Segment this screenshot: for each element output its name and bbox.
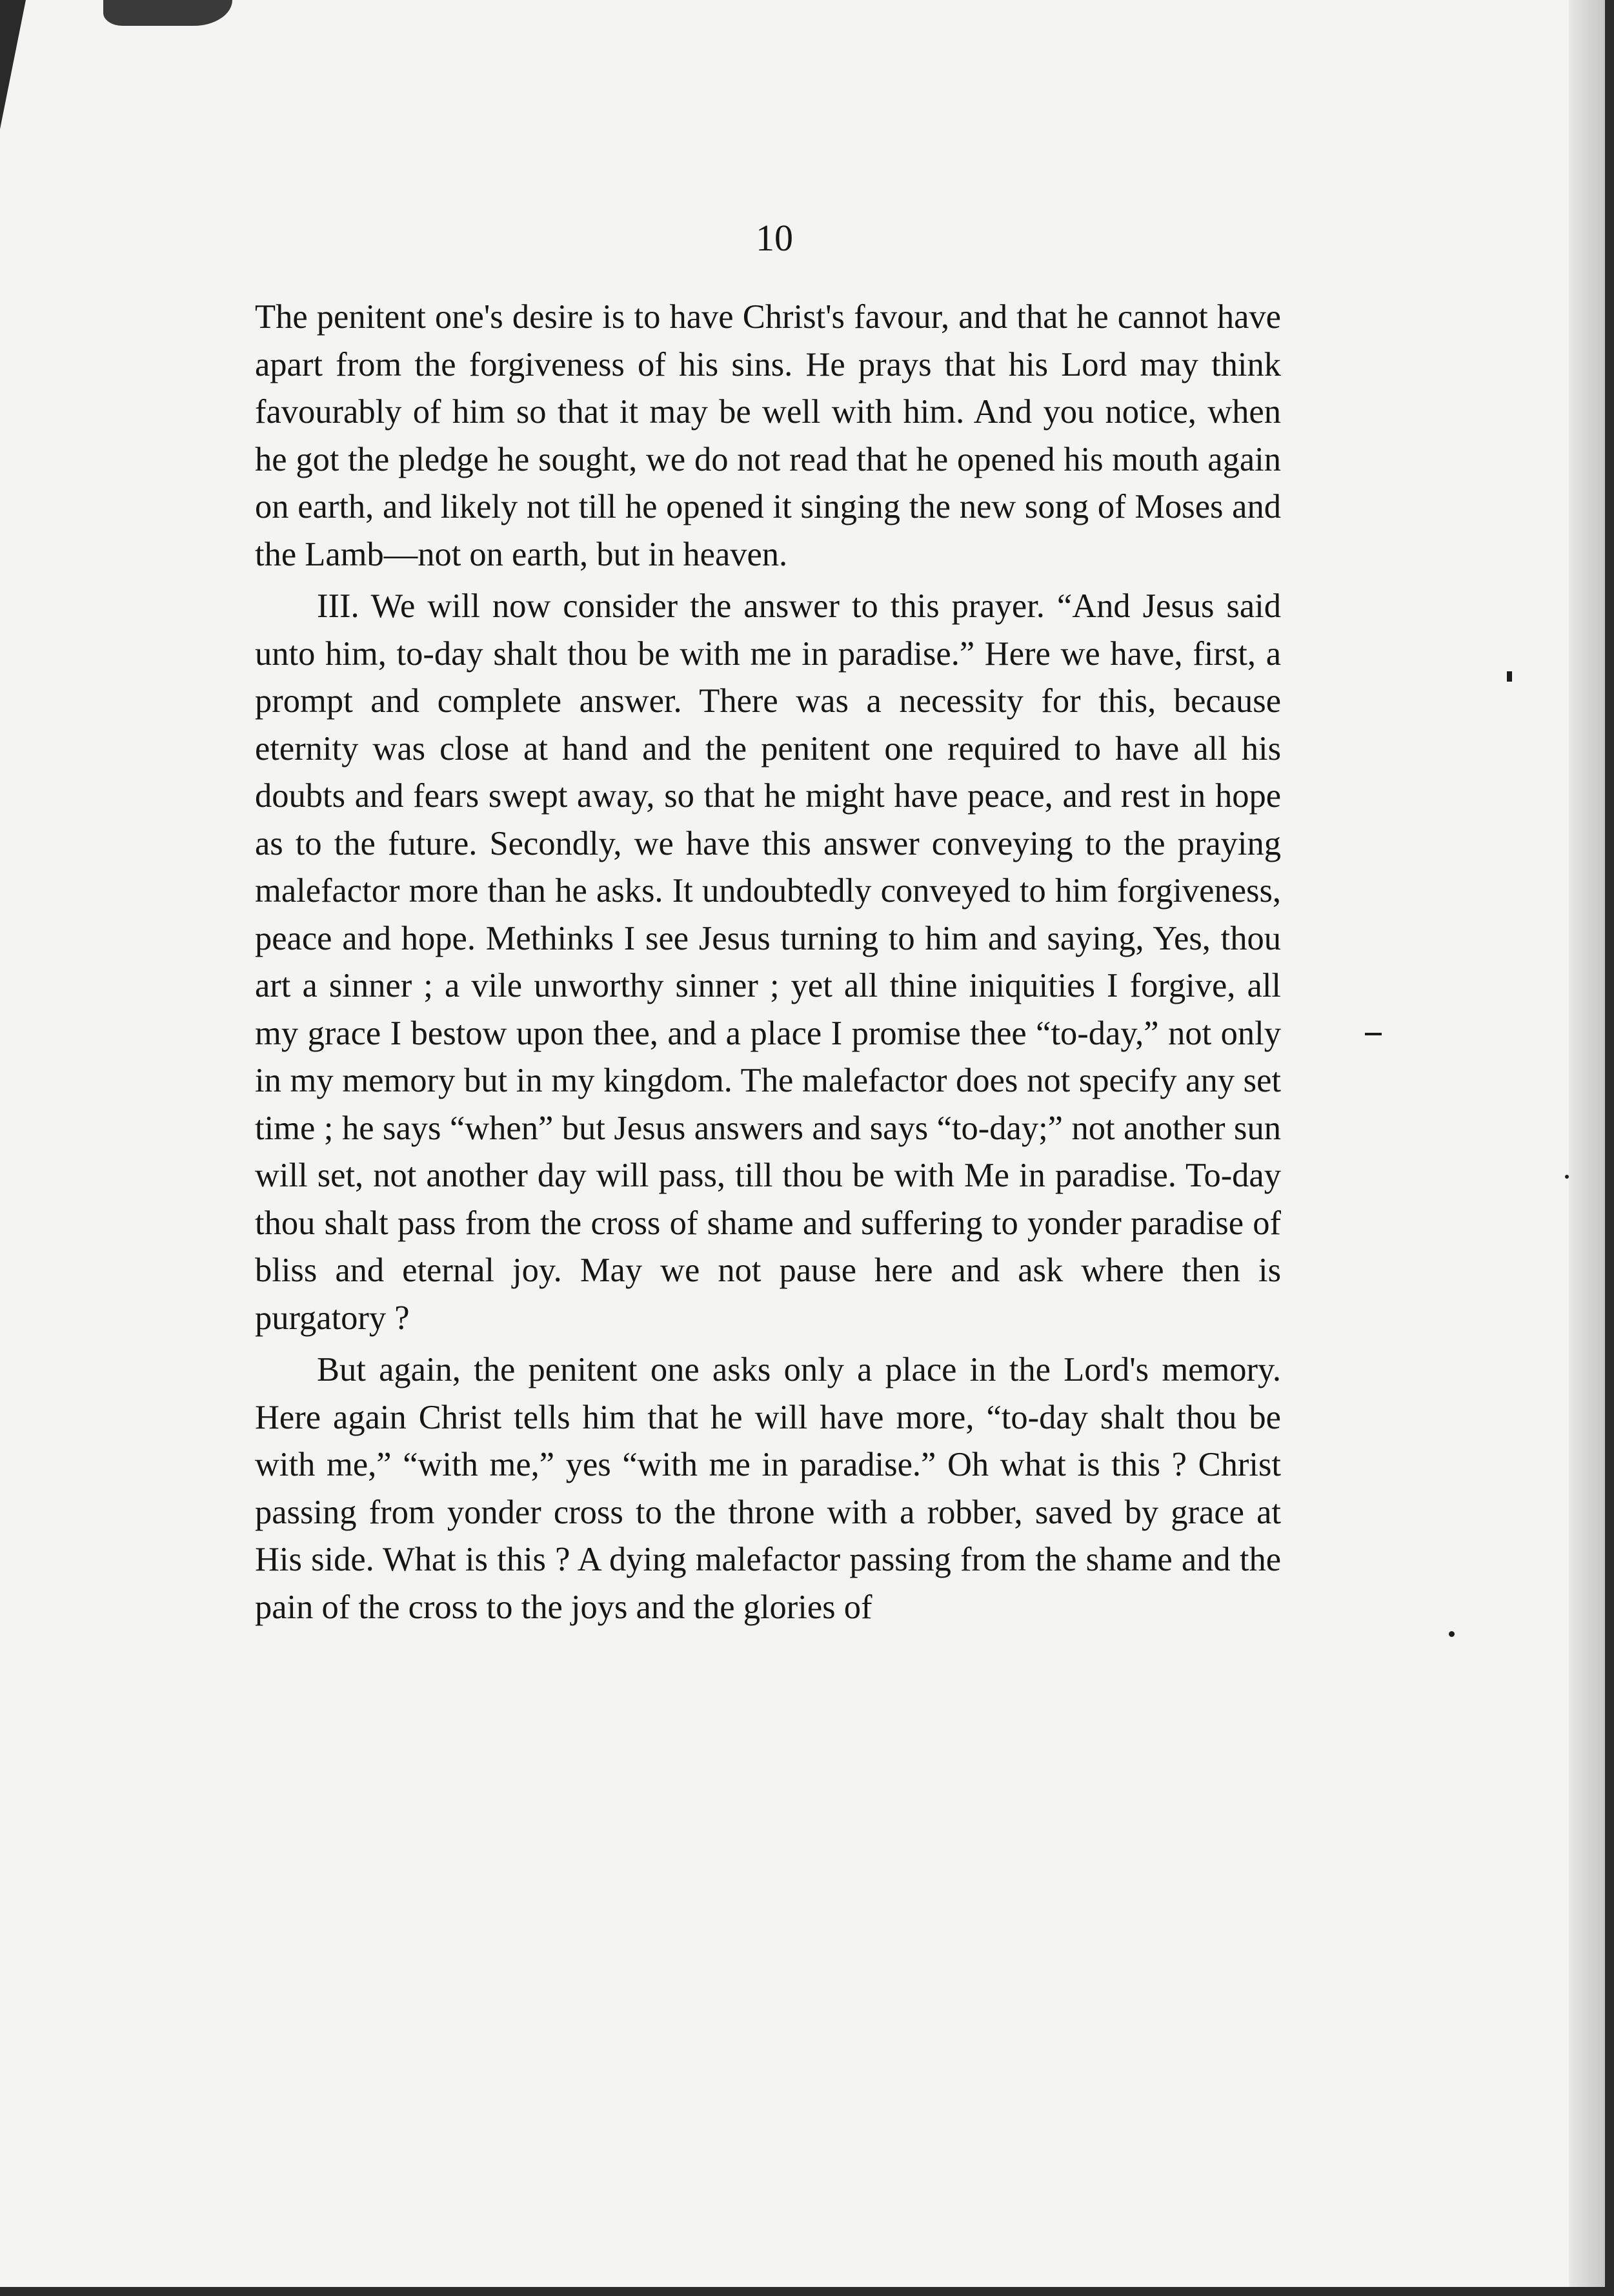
ink-speck xyxy=(1507,671,1512,682)
paragraph: III. We will now consider the answer to this prayer. “And Jesus said unto him, to-day shalt thou be with me in paradise.” Here we have, first, a prompt and complete answer. There was a necessity for this, because eternity was close at hand and the penitent one required to have all his doubts and fears swept away, so that he might have peace, and rest in hope as to the future. Secondly, we have this answer conveying to the praying malefactor more than he asks. It undoubtedly conveyed to him forgiveness, peace and hope. Methinks I see Jesus turning to him and saying, Yes, thou art a sinner ; a vile unworthy sinner ; yet all thine iniquities I forgive, all my grace I bestow upon thee, and a place I promise thee “to-day,” not only in my memory but in my kingdom. The malefactor does not specify any set time ; he says “when” but Jesus answers and says “to-day;” not another sun will set, not another day will pass, till thou be with Me in paradise. To-day thou shalt pass from the cross of shame and suffering to yonder paradise of bliss and eternal joy. May we not pause here and ask where then is purgatory ? xyxy=(255,587,1281,1337)
ink-dash xyxy=(1365,1033,1382,1035)
page-bottom-border xyxy=(0,2287,1614,2296)
torn-edge-top xyxy=(103,0,232,26)
torn-corner-top-left xyxy=(0,0,26,129)
page-number: 10 xyxy=(756,217,793,259)
paragraph: The penitent one's desire is to have Christ's favour, and that he cannot have apart from the forgiveness of his sins. He prays that his Lord may think favourably of him so that it may be well with him. And you notice, when he got the pledge he sought, we do not read that he opened his mouth again on earth, and likely not till he opened it singing the new song of Moses and the Lamb—not on earth, but in heaven. xyxy=(255,298,1281,573)
ink-speck xyxy=(1449,1631,1455,1637)
page-right-border xyxy=(1605,0,1614,2296)
body-text xyxy=(255,294,1281,1636)
paragraph: But again, the penitent one asks only a place in the Lord's memory. Here again Christ tells him that he will have more, “to-day shalt thou be with me,” “with me,” yes “with me in paradise.” Oh what is this ? Christ passing from yonder cross to the throne with a robber, saved by grace at His side. What is this ? A dying malefactor passing from the shame and the pain of the cross to the joys and the glories of xyxy=(255,1351,1281,1626)
ink-speck xyxy=(1565,1175,1569,1179)
